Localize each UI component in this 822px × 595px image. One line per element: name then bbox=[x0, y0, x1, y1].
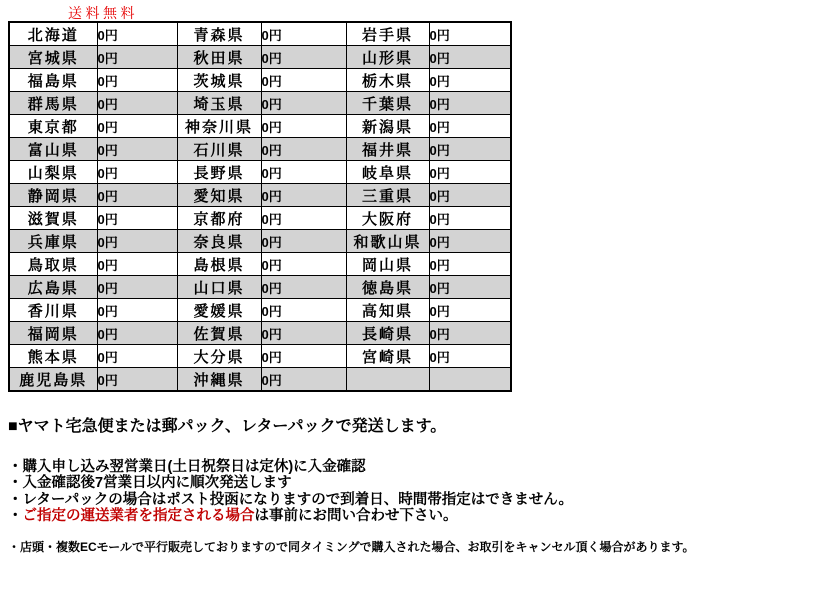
prefecture-cell: 栃木県 bbox=[346, 69, 429, 92]
prefecture-cell: 和歌山県 bbox=[346, 230, 429, 253]
fee-cell: 0円 bbox=[261, 69, 346, 92]
fee-cell: 0円 bbox=[429, 207, 511, 230]
prefecture-cell: 山形県 bbox=[346, 46, 429, 69]
fee-cell: 0円 bbox=[97, 345, 177, 368]
fee-cell: 0円 bbox=[261, 46, 346, 69]
table-row bbox=[9, 138, 511, 161]
prefecture-cell: 秋田県 bbox=[177, 46, 261, 69]
fee-cell: 0円 bbox=[261, 299, 346, 322]
prefecture-cell: 奈良県 bbox=[177, 230, 261, 253]
prefecture-cell: 岡山県 bbox=[346, 253, 429, 276]
bullet-marker: ・ bbox=[8, 507, 23, 524]
fee-cell: 0円 bbox=[429, 230, 511, 253]
prefecture-cell: 沖縄県 bbox=[177, 368, 261, 392]
fee-cell: 0円 bbox=[261, 161, 346, 184]
fee-cell: 0円 bbox=[261, 322, 346, 345]
bullet-marker: ・ bbox=[8, 475, 23, 492]
note-text: は事前にお問い合わせ下さい。 bbox=[254, 507, 458, 524]
fee-cell: 0円 bbox=[261, 92, 346, 115]
note-line-shipping-schedule bbox=[8, 475, 573, 491]
prefecture-cell: 青森県 bbox=[177, 22, 261, 46]
prefecture-cell: 北海道 bbox=[9, 22, 97, 46]
fee-cell: 0円 bbox=[261, 276, 346, 299]
note-line-letterpack-notice bbox=[8, 492, 573, 508]
table-row bbox=[9, 322, 511, 345]
fee-cell: 0円 bbox=[97, 230, 177, 253]
fee-cell: 0円 bbox=[429, 184, 511, 207]
fee-cell: 0円 bbox=[97, 46, 177, 69]
note-text: 購入申し込み翌営業日(土日祝祭日は定休)に入金確認 bbox=[22, 459, 366, 475]
prefecture-cell: 高知県 bbox=[346, 299, 429, 322]
table-row bbox=[9, 22, 511, 46]
fee-cell: 0円 bbox=[429, 299, 511, 322]
shipping-fee-table bbox=[8, 21, 512, 392]
prefecture-cell: 千葉県 bbox=[346, 92, 429, 115]
prefecture-cell: 宮崎県 bbox=[346, 345, 429, 368]
prefecture-cell: 石川県 bbox=[177, 138, 261, 161]
table-row bbox=[9, 230, 511, 253]
table-row bbox=[9, 69, 511, 92]
fee-cell: 0円 bbox=[97, 253, 177, 276]
prefecture-cell: 三重県 bbox=[346, 184, 429, 207]
fee-cell: 0円 bbox=[97, 69, 177, 92]
prefecture-cell: 山梨県 bbox=[9, 161, 97, 184]
table-row bbox=[9, 184, 511, 207]
prefecture-cell: 島根県 bbox=[177, 253, 261, 276]
fee-cell: 0円 bbox=[429, 138, 511, 161]
prefecture-cell: 福島県 bbox=[9, 69, 97, 92]
prefecture-cell: 茨城県 bbox=[177, 69, 261, 92]
note-line-parallel-sales bbox=[8, 538, 695, 555]
prefecture-cell: 大阪府 bbox=[346, 207, 429, 230]
prefecture-cell: 兵庫県 bbox=[9, 230, 97, 253]
bullet-marker: ・ bbox=[8, 491, 23, 508]
fee-cell: 0円 bbox=[97, 299, 177, 322]
fee-cell: 0円 bbox=[429, 69, 511, 92]
table-row bbox=[9, 253, 511, 276]
notes-heading: ■ヤマト宅急便または郵パック、レターパックで発送します。 bbox=[8, 418, 447, 435]
prefecture-cell: 岐阜県 bbox=[346, 161, 429, 184]
fee-cell: 0円 bbox=[261, 253, 346, 276]
fee-cell: 0円 bbox=[261, 207, 346, 230]
fee-cell: 0円 bbox=[97, 115, 177, 138]
table-row bbox=[9, 368, 511, 392]
prefecture-cell: 宮城県 bbox=[9, 46, 97, 69]
prefecture-cell: 佐賀県 bbox=[177, 322, 261, 345]
shipping-fee-table-body bbox=[9, 22, 511, 391]
fee-cell: 0円 bbox=[429, 253, 511, 276]
prefecture-cell: 新潟県 bbox=[346, 115, 429, 138]
prefecture-cell: 鳥取県 bbox=[9, 253, 97, 276]
table-row bbox=[9, 299, 511, 322]
fee-cell: 0円 bbox=[97, 322, 177, 345]
note-text: 入金確認後7営業日以内に順次発送します bbox=[22, 475, 292, 492]
prefecture-cell: 埼玉県 bbox=[177, 92, 261, 115]
prefecture-cell: 神奈川県 bbox=[177, 115, 261, 138]
fee-cell: 0円 bbox=[261, 345, 346, 368]
note-line-payment-confirmation bbox=[8, 459, 573, 475]
notes-bullets bbox=[8, 459, 573, 524]
prefecture-cell: 福井県 bbox=[346, 138, 429, 161]
table-row bbox=[9, 345, 511, 368]
fee-cell: 0円 bbox=[429, 22, 511, 46]
note-line-carrier-request bbox=[8, 508, 573, 524]
prefecture-cell: 滋賀県 bbox=[9, 207, 97, 230]
prefecture-cell: 広島県 bbox=[9, 276, 97, 299]
prefecture-cell: 群馬県 bbox=[9, 92, 97, 115]
prefecture-cell: 山口県 bbox=[177, 276, 261, 299]
prefecture-cell: 福岡県 bbox=[9, 322, 97, 345]
fee-cell: 0円 bbox=[429, 276, 511, 299]
fee-cell: 0円 bbox=[97, 207, 177, 230]
note-text: 店頭・複数ECモールで平行販売しておりますので同タイミングで購入された場合、お取引をキャンセル頂く場合があります。 bbox=[20, 540, 695, 554]
fee-cell: 0円 bbox=[429, 161, 511, 184]
fee-cell: 0円 bbox=[261, 115, 346, 138]
fee-cell: 0円 bbox=[261, 138, 346, 161]
fee-cell: 0円 bbox=[429, 115, 511, 138]
bullet-marker: ・ bbox=[8, 540, 21, 554]
prefecture-cell: 富山県 bbox=[9, 138, 97, 161]
note-text: レターパックの場合はポスト投函になりますので到着日、時間帯指定はできません。 bbox=[22, 491, 574, 508]
table-row bbox=[9, 276, 511, 299]
prefecture-cell: 岩手県 bbox=[346, 22, 429, 46]
fee-cell: 0円 bbox=[97, 368, 177, 392]
page-title: 送料無料 bbox=[68, 5, 138, 21]
fee-cell: 0円 bbox=[261, 368, 346, 392]
table-row bbox=[9, 161, 511, 184]
prefecture-cell: 鹿児島県 bbox=[9, 368, 97, 392]
table-row bbox=[9, 115, 511, 138]
prefecture-cell: 静岡県 bbox=[9, 184, 97, 207]
prefecture-cell: 大分県 bbox=[177, 345, 261, 368]
prefecture-cell: 長崎県 bbox=[346, 322, 429, 345]
prefecture-cell: 愛知県 bbox=[177, 184, 261, 207]
prefecture-cell: 熊本県 bbox=[9, 345, 97, 368]
bullet-marker: ・ bbox=[8, 459, 23, 475]
fee-cell: 0円 bbox=[261, 230, 346, 253]
prefecture-cell: 東京都 bbox=[9, 115, 97, 138]
fee-cell: 0円 bbox=[97, 276, 177, 299]
prefecture-cell: 長野県 bbox=[177, 161, 261, 184]
prefecture-cell: 愛媛県 bbox=[177, 299, 261, 322]
fee-cell: 0円 bbox=[97, 22, 177, 46]
fee-cell: 0円 bbox=[261, 22, 346, 46]
fee-cell: 0円 bbox=[261, 184, 346, 207]
fee-cell bbox=[429, 368, 511, 392]
note-text-red: ご指定の運送業者を指定される場合 bbox=[22, 507, 255, 524]
prefecture-cell: 徳島県 bbox=[346, 276, 429, 299]
fee-cell: 0円 bbox=[429, 46, 511, 69]
fee-cell: 0円 bbox=[429, 345, 511, 368]
prefecture-cell: 京都府 bbox=[177, 207, 261, 230]
table-row bbox=[9, 46, 511, 69]
fee-cell: 0円 bbox=[97, 161, 177, 184]
fee-cell: 0円 bbox=[97, 184, 177, 207]
table-row bbox=[9, 207, 511, 230]
prefecture-cell: 香川県 bbox=[9, 299, 97, 322]
table-row bbox=[9, 92, 511, 115]
fee-cell: 0円 bbox=[97, 138, 177, 161]
fee-cell: 0円 bbox=[429, 92, 511, 115]
prefecture-cell bbox=[346, 368, 429, 392]
fee-cell: 0円 bbox=[429, 322, 511, 345]
fee-cell: 0円 bbox=[97, 92, 177, 115]
